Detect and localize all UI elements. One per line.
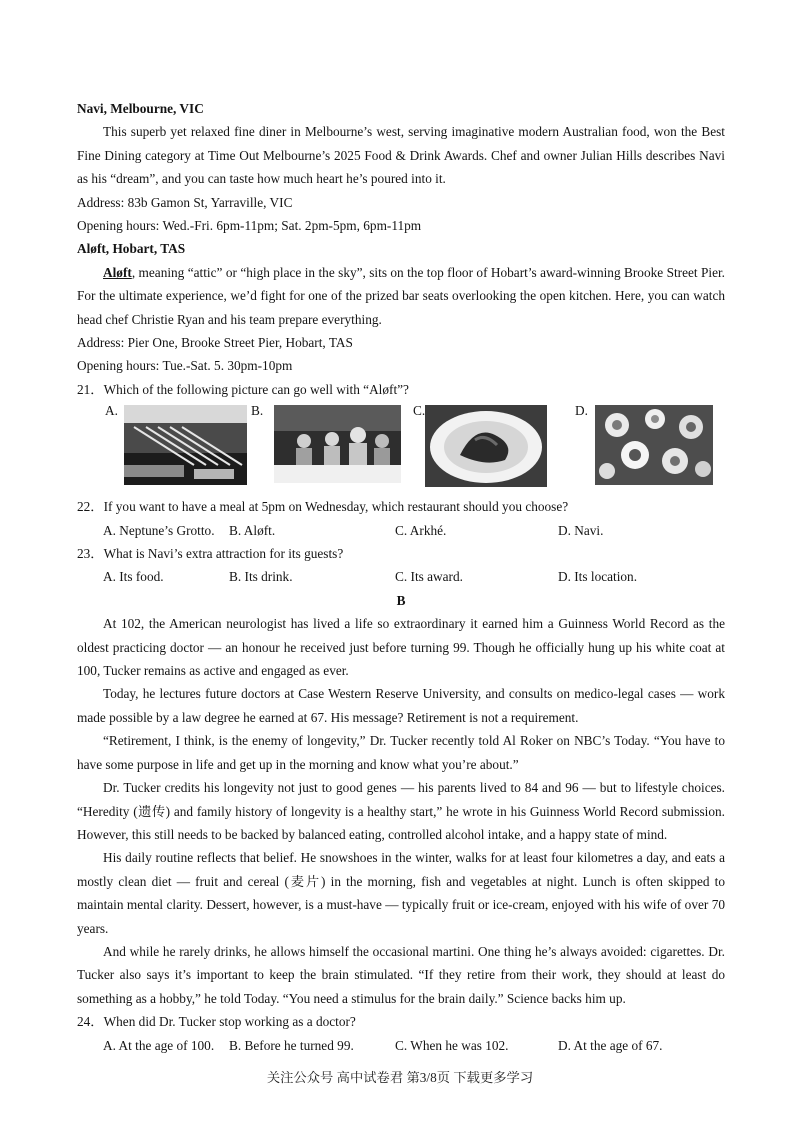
passage-b-paragraph-3: “Retirement, I think, is the enemy of longevity,” Dr. Tucker recently told Al Roker on NBC’s Today. “You have to have some purpose in life and get up in the morning and know what you’re about.” (77, 733, 725, 772)
q24-option-d[interactable]: D. At the age of 67. (558, 1037, 663, 1053)
passage-b-paragraph-5: His daily routine reflects that belief. He snowshoes in the winter, walks for at least four kilometres a day, and eats a mostly clean diet — fruit and cereal (麦片) in the morning, fish and vegetables at night. Lunch is often skipped to maintain mental clarity. Dessert, however, is a must-have — typically fruit or ice-cream, enjoyed with his wife of over 70 years. (77, 850, 725, 936)
aloft-description (77, 261, 725, 331)
page-footer: 关注公众号 高中试卷君 第3/8页 下载更多学习 (266, 1070, 534, 1085)
q23-option-d[interactable]: D. Its location. (558, 569, 638, 585)
picture-option-c[interactable] (401, 403, 563, 495)
picture-label-a: A. (105, 403, 118, 419)
q23-option-a[interactable]: A. Its food. (103, 569, 164, 585)
aloft-address: Address: Pier One, Brooke Street Pier, Hobart, TAS (77, 335, 353, 351)
question-24-stem: 24．When did Dr. Tucker stop working as a doctor? (77, 1014, 356, 1030)
q24-option-a[interactable]: A. At the age of 100. (103, 1037, 215, 1053)
question-23-options (77, 565, 725, 588)
q22-option-c[interactable]: C. Arkhé. (395, 522, 447, 538)
aloft-heading: Aløft, Hobart, TAS (77, 241, 186, 257)
navi-heading: Navi, Melbourne, VIC (77, 101, 204, 116)
q24-option-b[interactable]: B. Before he turned 99. (229, 1037, 354, 1053)
picture-label-c: C. (413, 403, 426, 419)
question-21-stem: 21．Which of the following picture can go well with “Aløft”? (77, 381, 409, 397)
passage-b-paragraph-1: At 102, the American neurologist has lived a life so extraordinary it earned him a Guinness World Record as the oldest practicing doctor — an honour he received just before turning 99. Though he officially hung up his white coat at 100, Tucker remains as active and engaged as ever. (77, 616, 725, 679)
dish-photo (425, 405, 547, 487)
navi-hours: Opening hours: Wed.-Fri. 6pm-11pm; Sat. 2pm-5pm, 6pm-11pm (77, 218, 422, 234)
question-21-pictures (77, 403, 725, 495)
picture-label-d: D. (575, 403, 588, 419)
navi-address: Address: 83b Gamon St, Yarraville, VIC (77, 194, 293, 210)
aloft-hours: Opening hours: Tue.-Sat. 5. 30pm-10pm (77, 358, 293, 374)
passage-b-paragraph-2: Today, he lectures future doctors at Case Western Reserve University, and consults on medico-legal cases — work made possible by a law degree he earned at 67. His message? Retirement is not a requirement. (77, 686, 725, 725)
question-22-stem: 22．If you want to have a meal at 5pm on Wednesday, which restaurant should you choose? (77, 499, 569, 515)
picture-option-b[interactable] (239, 403, 401, 495)
question-23-stem: 23．What is Navi’s extra attraction for its guests? (77, 546, 344, 562)
q22-option-b[interactable]: B. Aløft. (229, 522, 276, 538)
q22-option-d[interactable]: D. Navi. (558, 522, 604, 538)
grill-photo (124, 405, 247, 485)
q24-option-c[interactable]: C. When he was 102. (395, 1037, 509, 1053)
page-content (77, 97, 725, 1057)
picture-option-d[interactable] (563, 403, 725, 495)
passage-b-paragraph-6: And while he rarely drinks, he allows himself the occasional martini. One thing he’s always avoided: cigarettes. Dr. Tucker also says it’s important to keep the brain stimulated. “If they retire from their work, they should at least do something as a hobby,” he told Today. “You need a stimulus for the brain daily.” Science backs him up. (77, 943, 725, 1006)
question-24-options (77, 1034, 725, 1057)
picture-option-a[interactable] (77, 403, 239, 495)
question-22-options (77, 519, 725, 542)
picture-label-b: B. (251, 403, 264, 419)
navi-description: This superb yet relaxed fine diner in Melbourne’s west, serving imaginative modern Australian food, won the Best Fine Dining category at Time Out Melbourne’s 2025 Food & Drink Awards. Chef and owner Julian Hills describes Navi as his “dream”, and you can taste how much heart he’s poured into it. (77, 124, 725, 187)
q23-option-b[interactable]: B. Its drink. (229, 569, 293, 585)
aloft-name-underlined: Aløft (103, 264, 132, 280)
q22-option-a[interactable]: A. Neptune’s Grotto. (103, 522, 215, 538)
plates-photo (595, 405, 713, 485)
aloft-description-text: , meaning “attic” or “high place in the sky”, sits on the top floor of Hobart’s award-winning Brooke Street Pier. For the ultimate experience, we’d fight for one of the prized bar seats overlooking the open kitchen. Here, you can watch head chef Christie Ryan and his team prepare everything. (77, 264, 725, 327)
diners-photo (274, 405, 401, 483)
section-b-label: B (396, 592, 406, 608)
q23-option-c[interactable]: C. Its award. (395, 569, 463, 585)
passage-b-paragraph-4: Dr. Tucker credits his longevity not just to good genes — his parents lived to 84 and 96 — but to lifestyle choices. “Heredity (遗传) and family history of longevity is a healthy start,” he wrote in his Guinness World Record submission. However, this still needs to be backed by balanced eating, controlled alcohol intake, and a happy state of mind. (77, 780, 725, 842)
